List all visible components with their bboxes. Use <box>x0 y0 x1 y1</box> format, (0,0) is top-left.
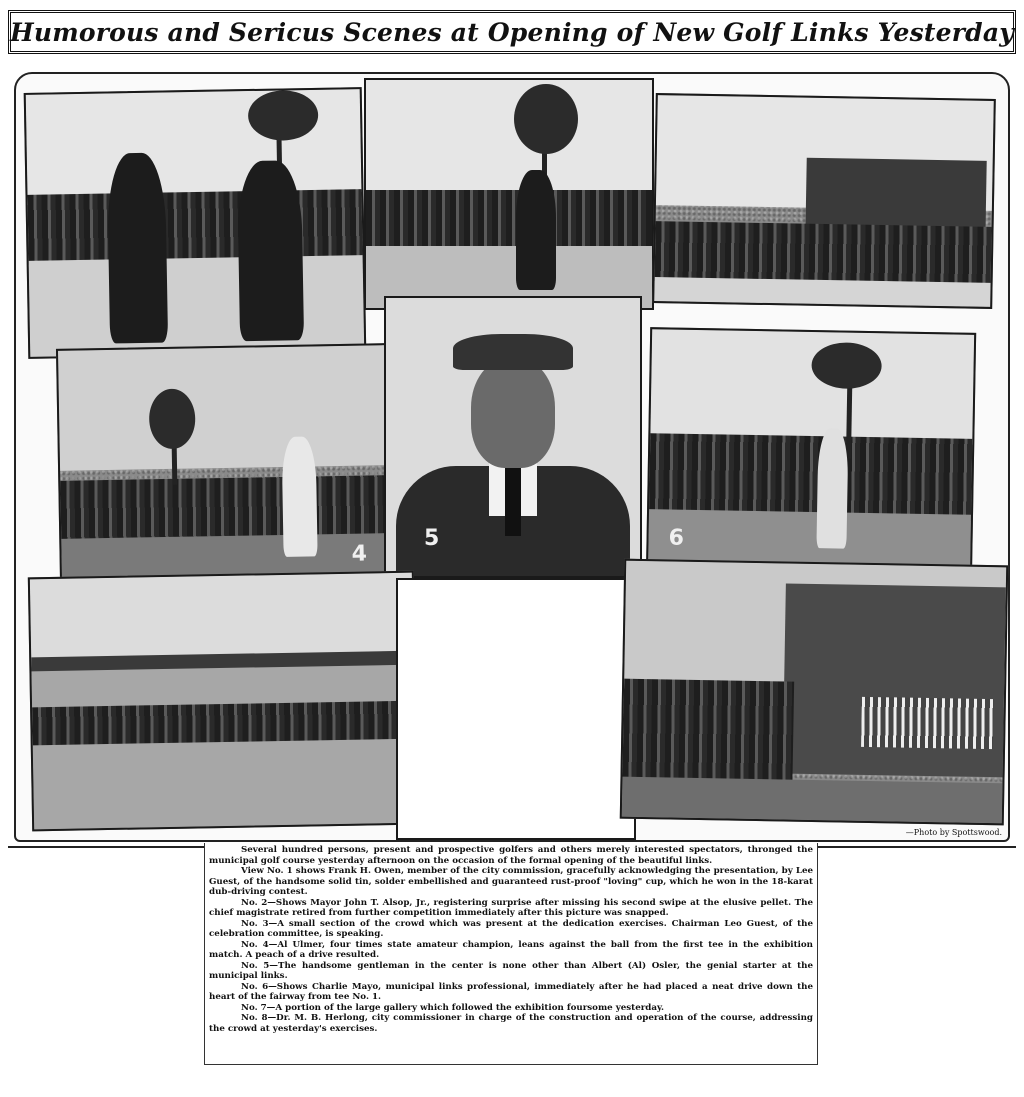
caption-paragraph: No. 3—A small section of the crowd which was present at the dedication exercises. Chairman Leo Guest, of the celebration committee, is speaking. <box>209 918 813 939</box>
mayo-figure <box>816 428 848 549</box>
photo-1-trophy-presentation <box>24 87 367 359</box>
clubhouse <box>806 158 987 231</box>
blank-panel <box>396 578 636 840</box>
caption-block <box>204 843 818 1065</box>
caption-paragraph: No. 2—Shows Mayor John T. Alsop, Jr., registering surprise after missing his second swipe at the elusive pellet. The chief magistrate retired from further competition immediately after this picture was snapped. <box>209 897 813 918</box>
necktie <box>505 466 521 536</box>
porch-railing <box>861 697 994 749</box>
right-rule <box>818 846 1016 848</box>
photo-credit: —Photo by Spottswood. <box>905 828 1002 837</box>
photo-8-herlong-speaking <box>620 559 1008 826</box>
caption-paragraph: Several hundred persons, present and prospective golfers and others merely interested spectators, thronged the municipal golf course yesterday afternoon on the occasion of the formal opening of the beautiful links. <box>209 845 813 866</box>
photo-6-mayo-drive <box>646 327 976 587</box>
caption-paragraph: View No. 1 shows Frank H. Owen, member of the city commission, gracefully acknowledging the presentation, by Lee Guest, of the handsome solid tin, solder embellished and guaranteed rust-proof "loving" cup, which he won in the 18-karat dub-driving contest. <box>209 866 813 897</box>
photo-2-mayor-swing <box>364 78 654 310</box>
photo-4-ulmer-drive <box>56 343 390 585</box>
left-rule <box>8 846 204 848</box>
headline-banner <box>8 10 1016 54</box>
photo-3-crowd-clubhouse <box>652 93 996 309</box>
caption-paragraph: No. 7—A portion of the large gallery which followed the exhibition foursome yesterday. <box>241 1002 665 1013</box>
cap <box>453 334 573 370</box>
headline: Humorous and Sericus Scenes at Opening of New Golf Links Yesterday <box>10 17 1014 47</box>
photo-number-5: 5 <box>424 526 440 551</box>
caption-paragraph: No. 6—Shows Charlie Mayo, municipal links professional, immediately after he had placed a neat drive down the heart of the fairway from tee No. 1. <box>209 981 813 1002</box>
golfer-figure <box>107 153 168 344</box>
caption-paragraph: No. 5—The handsome gentleman in the center is none other than Albert (Al) Osler, the genial starter at the municipal links. <box>209 960 813 981</box>
face <box>471 358 555 468</box>
ulmer-figure <box>282 436 318 557</box>
photo-number-6: 6 <box>668 525 685 551</box>
photo-number-4: 4 <box>351 541 368 567</box>
caption-paragraph: No. 8—Dr. M. B. Herlong, city commissioner in charge of the construction and operation of the course, addressing the crowd at yesterday's exercises. <box>209 1013 813 1034</box>
photo-5-osler-portrait <box>384 296 642 578</box>
presenter-figure <box>237 160 304 341</box>
photo-7-gallery <box>28 571 418 832</box>
mayor-figure <box>516 170 556 290</box>
caption-paragraph: No. 4—Al Ulmer, four times state amateur champion, leans against the ball from the first tee in the exhibition match. A peach of a drive resulted. <box>209 939 813 960</box>
